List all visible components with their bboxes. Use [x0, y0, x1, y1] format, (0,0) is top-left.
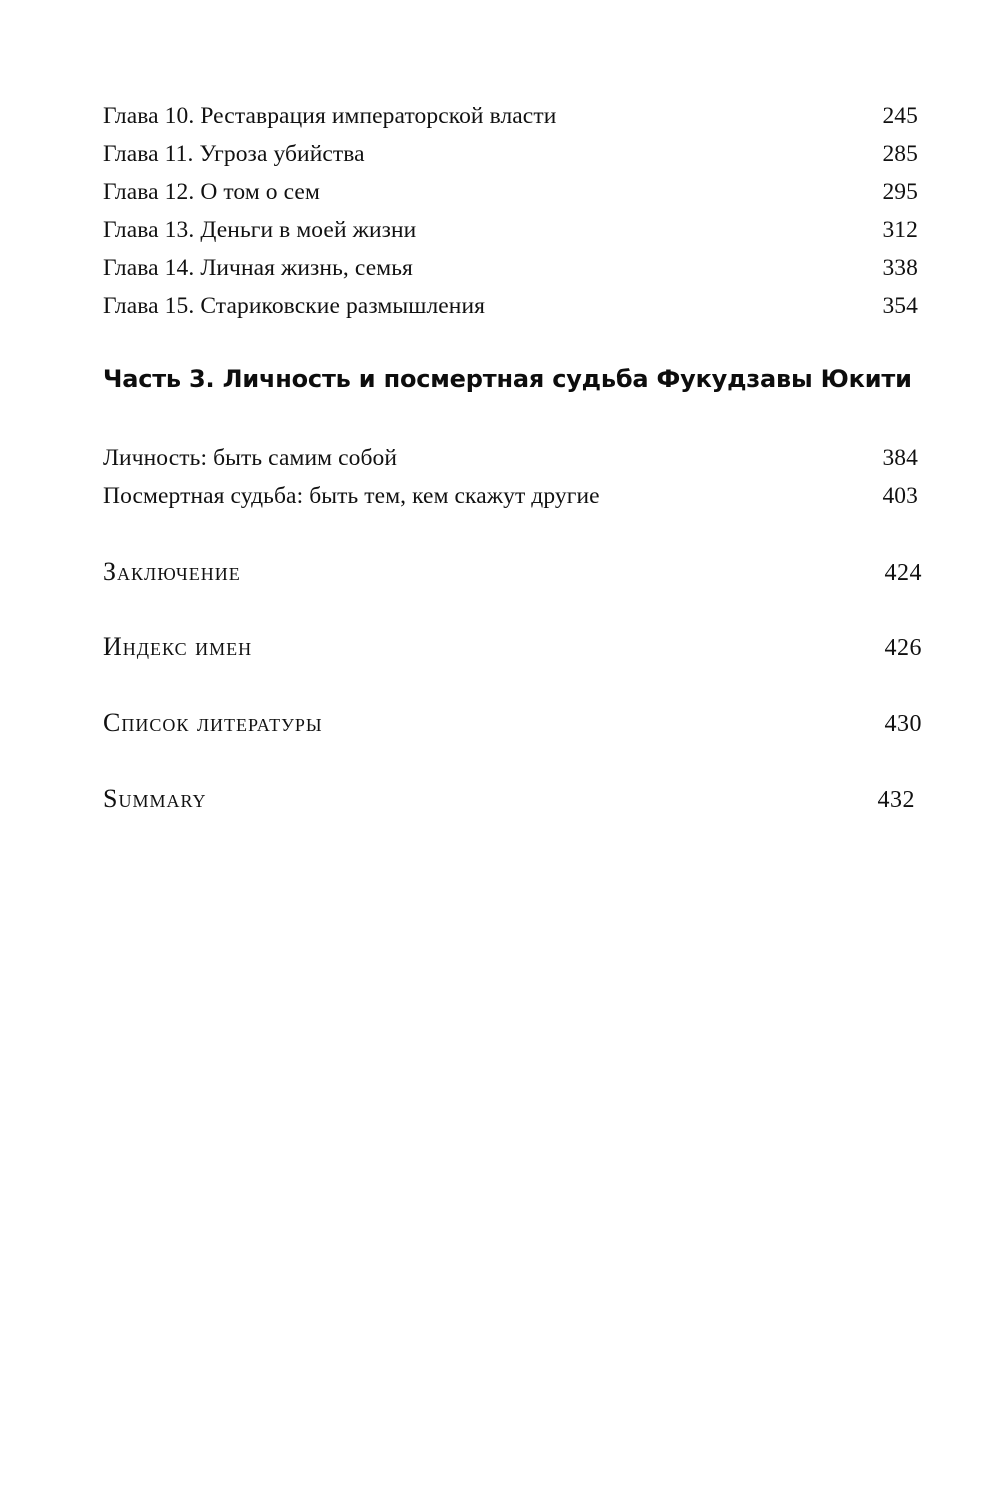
- toc-entry-title: Посмертная судьба: быть тем, кем скажут другие: [103, 483, 600, 509]
- toc-entry-chapter-12: [103, 181, 918, 205]
- toc-entry-page: 403: [882, 483, 918, 509]
- toc-entry-chapter-14: [103, 257, 918, 281]
- toc-entry-page: 384: [882, 445, 918, 471]
- section-page: 426: [884, 635, 922, 661]
- toc-section-name-index: [103, 634, 922, 660]
- toc-entry-page: 312: [882, 217, 918, 243]
- toc-section-conclusion: [103, 559, 922, 585]
- toc-entry-title: Глава 12. О том о сем: [103, 179, 320, 205]
- toc-entry-title: Глава 13. Деньги в моей жизни: [103, 217, 417, 243]
- toc-entry-chapter-10: [103, 105, 918, 129]
- toc-entry-posthumous-fate: [103, 485, 918, 509]
- toc-entry-chapter-15: [103, 295, 918, 319]
- toc-entry-title: Глава 10. Реставрация императорской власти: [103, 103, 557, 129]
- toc-entry-title: Личность: быть самим собой: [103, 445, 398, 471]
- toc-entry-personality: [103, 447, 918, 471]
- part-heading: Часть 3. Личность и посмертная судьба Фукудзавы Юкити: [103, 365, 912, 393]
- section-page: 432: [877, 787, 915, 813]
- section-title: Заключение: [103, 557, 241, 586]
- toc-entry-chapter-13: [103, 219, 918, 243]
- toc-entry-page: 285: [882, 141, 918, 167]
- section-title: Summary: [103, 784, 207, 813]
- toc-entry-page: 354: [882, 293, 918, 319]
- toc-entry-title: Глава 14. Личная жизнь, семья: [103, 255, 413, 281]
- toc-entry-page: 295: [882, 179, 918, 205]
- section-page: 430: [884, 711, 922, 737]
- toc-entry-chapter-11: [103, 143, 918, 167]
- toc-section-bibliography: [103, 710, 922, 736]
- toc-entry-title: Глава 15. Стариковские размышления: [103, 293, 486, 319]
- section-page: 424: [884, 560, 922, 586]
- section-title: Список литературы: [103, 708, 323, 737]
- section-title: Индекс имен: [103, 632, 253, 661]
- toc-section-summary: [103, 786, 915, 812]
- toc-entry-page: 338: [882, 255, 918, 281]
- toc-entry-page: 245: [882, 103, 918, 129]
- toc-entry-title: Глава 11. Угроза убийства: [103, 141, 365, 167]
